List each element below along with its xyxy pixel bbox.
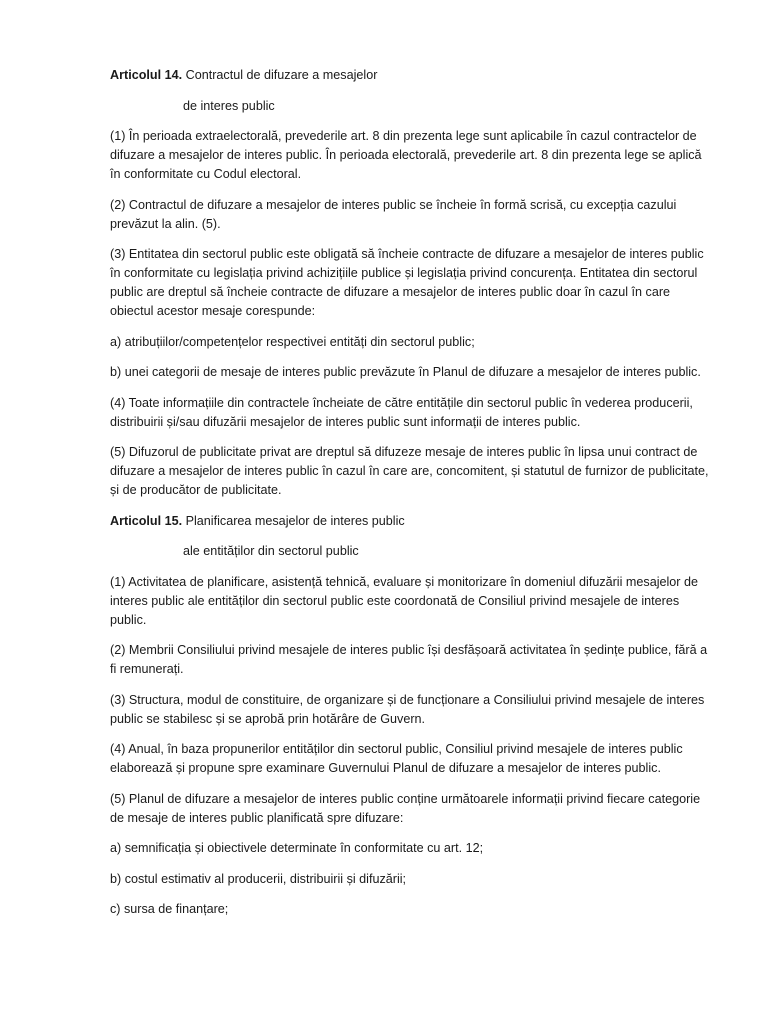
article-14-paragraph-1: (1) În perioada extraelectorală, prevederile art. 8 din prezenta lege sunt aplicabile în cazul contractelor de difuzare a mesajelor de interes public. În perioada electorală, prevederile art. 8 din prezenta lege se aplică în conformitate cu Codul electoral.: [110, 129, 702, 181]
article-14-item-a: a) atribuțiilor/competențelor respectivei entități din sectorul public;: [110, 334, 475, 349]
article-15-heading: [110, 512, 710, 531]
article-15-title: Planificarea mesajelor de interes public: [182, 513, 405, 528]
article-15-paragraph-1: (1) Activitatea de planificare, asistență tehnică, evaluare și monitorizare în domeniul difuzării mesajelor de interes public ale entităților din sectorul public este coordonată de Consiliul privind mesajele de interes public.: [110, 574, 699, 627]
article-15-item-c: c) sursa de finanțare;: [110, 902, 229, 916]
article-15-label: Articolul 15.: [110, 513, 183, 528]
article-15-paragraph-4: (4) Anual, în baza propunerilor entităților din sectorul public, Consiliul privind mesajele de interes public elaborează și propune spre examinare Guvernului Planul de difuzare a mesajelor de interes public.: [110, 742, 683, 775]
article-14-paragraph-4: (4) Toate informațiile din contractele încheiate de către entitățile din sectorul public în vederea producerii, distribuirii și/sau difuzării mesajelor de interes public sunt informații de interes public.: [110, 395, 693, 429]
article-15-item-b: b) costul estimativ al producerii, distribuirii și difuzării;: [110, 871, 407, 886]
article-15-title-continuation: ale entităților din sectorul public: [183, 544, 359, 558]
article-14-item-b: b) unei categorii de mesaje de interes public prevăzute în Planul de difuzare a mesajelor de interes public.: [110, 365, 701, 379]
article-14-label: Articolul 14.: [110, 68, 183, 82]
article-14-title-continuation: de interes public: [183, 98, 275, 113]
article-15-paragraph-2: (2) Membrii Consiliului privind mesajele de interes public își desfășoară activitatea în ședințe publice, fără a fi remunerați.: [110, 643, 708, 676]
article-14-paragraph-2: (2) Contractul de difuzare a mesajelor de interes public se încheie în formă scrisă, cu excepția cazului prevăzut la alin. (5).: [110, 197, 677, 231]
article-14-paragraph-5: (5) Difuzorul de publicitate privat are dreptul să difuzeze mesaje de interes public în lipsa unui contract de difuzare a mesajelor de interes public în cazul în care are, concomitent, și statutul de furnizor de publicitate, și de producător de publicitate.: [110, 445, 709, 497]
article-15-paragraph-5: (5) Planul de difuzare a mesajelor de interes public conține următoarele informații privind fiecare categorie de mesaje de interes public planificată spre difuzare:: [110, 791, 701, 825]
document-page: [110, 66, 710, 931]
article-14-paragraph-3: (3) Entitatea din sectorul public este obligată să încheie contracte de difuzare a mesajelor de interes public în conformitate cu legislația privind achizițiile publice și legislația privind concurența. Entitatea din sectorul public are dreptul să încheie contracte de difuzare a mesajelor de interes public doar în cazul în care obiectul acestor mesaje corespunde:: [110, 247, 704, 318]
article-14-heading: [110, 66, 710, 85]
article-14-title: Contractul de difuzare a mesajelor: [182, 68, 378, 82]
article-15-paragraph-3: (3) Structura, modul de constituire, de organizare și de funcționare a Consiliului privind mesajele de interes public se stabilesc și se aprobă prin hotărâre de Guvern.: [110, 692, 705, 726]
article-15-item-a: a) semnificația și obiectivele determinate în conformitate cu art. 12;: [110, 841, 484, 855]
